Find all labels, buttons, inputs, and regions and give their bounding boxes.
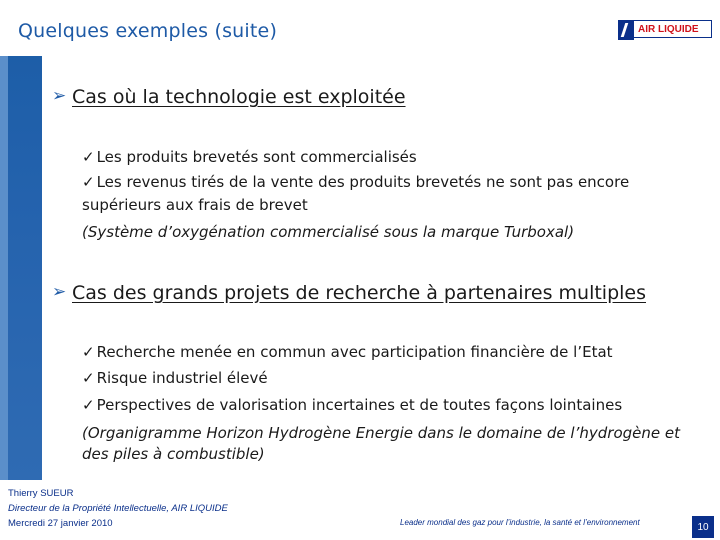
section2-item-2: ✓ Risque industriel élevé [82, 369, 268, 387]
section1-item-2-continuation: supérieurs aux frais de brevet [82, 196, 308, 214]
section2-item-3: ✓ Perspectives de valorisation incertaines et de toutes façons lointaines [82, 396, 623, 414]
footer-tagline: Leader mondial des gaz pour l’industrie, la santé et l’environnement [400, 518, 640, 527]
check-icon: ✓ [82, 369, 95, 387]
section1-item-2: ✓ Les revenus tirés de la vente des produits brevetés ne sont pas encore [82, 173, 630, 191]
section2-item-1: ✓ Recherche menée en commun avec participation financière de l’Etat [82, 343, 613, 361]
page-number: 10 [692, 516, 714, 538]
footer-author-name: Thierry SUEUR [8, 488, 74, 499]
section2-heading [52, 282, 646, 304]
section1-item-1: ✓ Les produits brevetés sont commercialisés [82, 148, 417, 166]
sidebar-accent-bar [0, 56, 42, 480]
check-icon: ✓ [82, 343, 95, 361]
footer-date: Mercredi 27 janvier 2010 [8, 518, 113, 529]
logo-text: AIR LIQUIDE [634, 20, 712, 38]
section2-heading-text: Cas des grands projets de recherche à partenaires multiples [72, 282, 646, 304]
air-liquide-logo [618, 14, 714, 44]
air-liquide-mark-icon [618, 20, 634, 40]
arrow-bullet-icon: ➢ [52, 86, 67, 106]
section1-heading-text: Cas où la technologie est exploitée [72, 86, 406, 108]
section2-note-line1: (Organigramme Horizon Hydrogène Energie dans le domaine de l’hydrogène et [82, 424, 680, 442]
page-title: Quelques exemples (suite) [18, 20, 278, 42]
footer-author-block [8, 486, 228, 531]
section2-note-line2: des piles à combustible) [82, 445, 265, 463]
check-icon: ✓ [82, 396, 95, 414]
section1-note: (Système d’oxygénation commercialisé sous la marque Turboxal) [82, 223, 575, 241]
arrow-bullet-icon: ➢ [52, 282, 67, 302]
check-icon: ✓ [82, 173, 95, 191]
section1-heading [52, 86, 406, 108]
footer-author-role: Directeur de la Propriété Intellectuelle, AIR LIQUIDE [8, 503, 228, 514]
check-icon: ✓ [82, 148, 95, 166]
